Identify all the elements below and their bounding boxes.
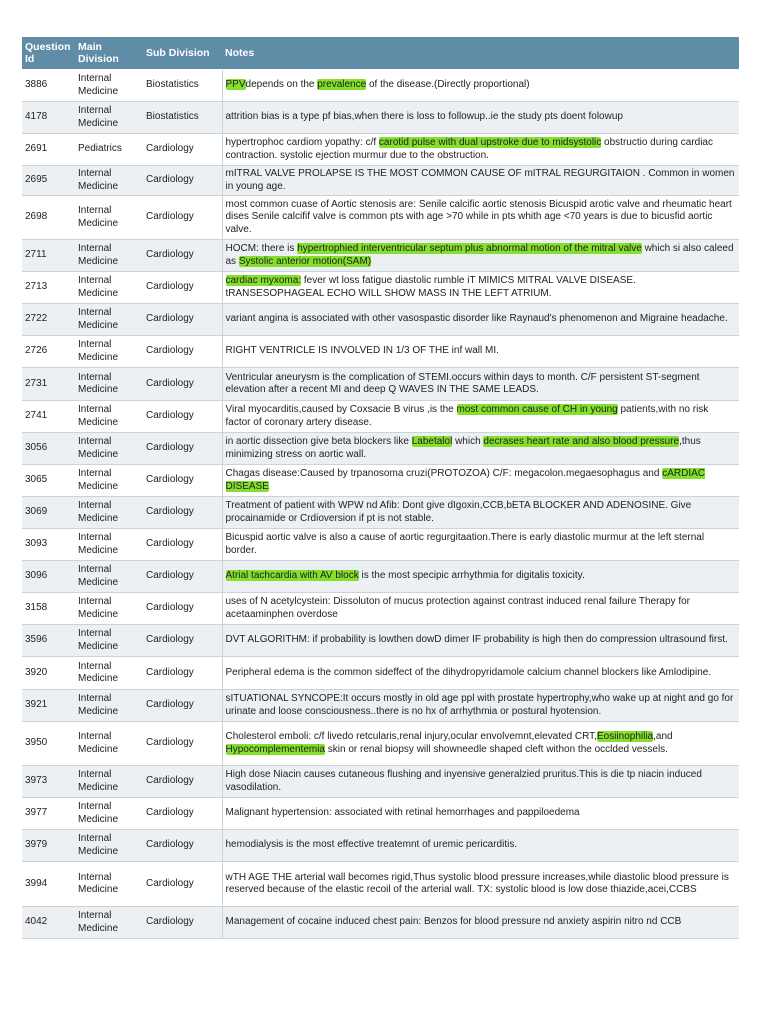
- table-row[interactable]: [22, 625, 739, 657]
- notes-cell: [222, 593, 739, 625]
- notes-table: [22, 37, 739, 939]
- main-division-cell: Internal Medicine: [75, 196, 143, 240]
- question-id-cell: 3886: [22, 70, 75, 102]
- note-text: attrition bias is a type pf bias,when there is loss to followup..ie the study pts doent folowup: [225, 111, 623, 123]
- note-text: skin or renal biopsy will showneedle shaped cleft withon the occlded vessels.: [325, 743, 668, 755]
- note-text: HOCM: there is: [225, 243, 298, 254]
- table-row[interactable]: [22, 907, 739, 939]
- header-notes[interactable]: Notes: [222, 37, 739, 70]
- highlighted-text: Hypocomplementemia: [225, 743, 325, 755]
- highlighted-text: hypertrophied interventricular septum plus abnormal motion of the mitral valve: [297, 243, 642, 254]
- table-row[interactable]: [22, 766, 739, 798]
- notes-cell: [222, 766, 739, 798]
- table-header: [22, 37, 739, 70]
- note-text: hemodialysis is the most effective treatemnt of uremic pericarditis.: [225, 839, 518, 851]
- main-division-cell: Internal Medicine: [75, 102, 143, 134]
- main-division-cell: Internal Medicine: [75, 830, 143, 862]
- question-id-cell: 3065: [22, 465, 75, 497]
- notes-cell: [222, 722, 739, 766]
- main-division-cell: Internal Medicine: [75, 166, 143, 196]
- note-text: patients,with no risk factor of coronary artery disease.: [225, 404, 709, 428]
- question-id-cell: 4042: [22, 907, 75, 939]
- header-row: [22, 37, 739, 70]
- highlighted-text: most common cause of CH in young: [456, 404, 618, 415]
- highlighted-text: decrases heart rate and also blood pressure: [483, 436, 680, 447]
- highlighted-text: cARDIAC DISEASE: [225, 468, 705, 492]
- main-division-cell: Internal Medicine: [75, 368, 143, 401]
- sub-division-cell: Cardiology: [143, 722, 222, 766]
- notes-cell: [222, 862, 739, 907]
- table-row[interactable]: [22, 240, 739, 272]
- sub-division-cell: Cardiology: [143, 657, 222, 690]
- question-id-cell: 2695: [22, 166, 75, 196]
- table-row[interactable]: [22, 433, 739, 465]
- question-id-cell: 3158: [22, 593, 75, 625]
- notes-cell: [222, 433, 739, 465]
- main-division-cell: Internal Medicine: [75, 465, 143, 497]
- question-id-cell: 2691: [22, 134, 75, 166]
- sub-division-cell: Cardiology: [143, 862, 222, 907]
- table-row[interactable]: [22, 70, 739, 102]
- note-text: High dose Niacin causes cutaneous flushing and inyensive generalzied pruritus.This is die tp niacin induced vasodilation.: [225, 769, 702, 793]
- sub-division-cell: Cardiology: [143, 830, 222, 862]
- notes-cell: [222, 304, 739, 336]
- notes-cell: [222, 830, 739, 862]
- main-division-cell: Pediatrics: [75, 134, 143, 166]
- note-text: Viral myocarditis,caused by Coxsacie B virus ,is the: [225, 404, 457, 415]
- main-division-cell: Internal Medicine: [75, 529, 143, 561]
- table-row[interactable]: [22, 593, 739, 625]
- notes-cell: [222, 798, 739, 830]
- question-id-cell: 3096: [22, 561, 75, 593]
- note-text: variant angina is associated with other vasospastic disorder like Raynaud's phenomenon and Migraine headache.: [225, 313, 728, 325]
- table-row[interactable]: [22, 690, 739, 722]
- main-division-cell: Internal Medicine: [75, 722, 143, 766]
- main-division-cell: Internal Medicine: [75, 862, 143, 907]
- note-text: Malignant hypertension: associated with retinal hemorrhages and pappiloedema: [225, 807, 580, 819]
- highlighted-text: Systolic anterior motion(SAM): [238, 255, 372, 267]
- highlighted-text: Eosiinophilia: [596, 731, 654, 742]
- main-division-cell: Internal Medicine: [75, 625, 143, 657]
- table-row[interactable]: [22, 336, 739, 368]
- note-text: which: [452, 436, 484, 447]
- table-row[interactable]: [22, 134, 739, 166]
- note-text: hypertrophoc cardiom yopathy: c/f: [225, 137, 379, 148]
- sub-division-cell: Cardiology: [143, 240, 222, 272]
- note-text: Ventricular aneurysm is the complication of STEMI.occurs within days to month. C/F persistent ST-segment elevation after a recent MI and deep Q WAVES IN THE SAME LEADS.: [225, 371, 700, 395]
- question-id-cell: 2741: [22, 401, 75, 433]
- sub-division-cell: Cardiology: [143, 465, 222, 497]
- table-row[interactable]: [22, 401, 739, 433]
- note-text: depends on the: [245, 79, 318, 91]
- header-sub-division[interactable]: Sub Division: [143, 37, 222, 70]
- note-text: sITUATIONAL SYNCOPE:It occurs mostly in old age ppl with prostate hypertrophy,who wake up at night and go for urinate and loose consciousness..there is no hx of arrhythmia or postural hyotension.: [225, 693, 734, 717]
- question-id-cell: 3093: [22, 529, 75, 561]
- sub-division-cell: Cardiology: [143, 336, 222, 368]
- notes-cell: [222, 134, 739, 166]
- question-id-cell: 2711: [22, 240, 75, 272]
- sub-division-cell: Cardiology: [143, 529, 222, 561]
- highlighted-text: cardiac myxoma:: [225, 275, 302, 286]
- question-id-cell: 2713: [22, 272, 75, 304]
- note-text: is the most specipic arrhythmia for digitalis toxicity.: [358, 570, 585, 582]
- sub-division-cell: Cardiology: [143, 907, 222, 939]
- question-id-cell: 2731: [22, 368, 75, 401]
- main-division-cell: Internal Medicine: [75, 690, 143, 722]
- main-division-cell: Internal Medicine: [75, 433, 143, 465]
- main-division-cell: Internal Medicine: [75, 766, 143, 798]
- highlighted-text: prevalence: [317, 79, 367, 91]
- notes-cell: [222, 196, 739, 240]
- main-division-cell: Internal Medicine: [75, 497, 143, 529]
- highlighted-text: Atrial tachcardia with AV block: [225, 570, 359, 582]
- note-text: in aortic dissection give beta blockers like: [225, 436, 412, 447]
- question-id-cell: 3973: [22, 766, 75, 798]
- main-division-cell: Internal Medicine: [75, 907, 143, 939]
- notes-cell: [222, 657, 739, 690]
- note-text: of the disease.(Directly proportional): [366, 79, 530, 91]
- note-text: ,and: [653, 731, 673, 742]
- question-id-cell: 3069: [22, 497, 75, 529]
- note-text: Treatment of patient with WPW nd Afib: Dont give dIgoxin,CCB,bETA BLOCKER AND ADENOSINE. Give procainamide or Crdioversion if pt is not stable.: [225, 500, 692, 524]
- sub-division-cell: Cardiology: [143, 166, 222, 196]
- sub-division-cell: Cardiology: [143, 304, 222, 336]
- note-text: RIGHT VENTRICLE IS INVOLVED IN 1/3 OF THE inf wall MI.: [225, 345, 499, 357]
- table-row[interactable]: [22, 102, 739, 134]
- table-row[interactable]: [22, 798, 739, 830]
- table-row[interactable]: [22, 304, 739, 336]
- question-id-cell: 2722: [22, 304, 75, 336]
- notes-cell: [222, 166, 739, 196]
- sub-division-cell: Cardiology: [143, 368, 222, 401]
- main-division-cell: Internal Medicine: [75, 336, 143, 368]
- table-row[interactable]: [22, 862, 739, 907]
- question-id-cell: 3950: [22, 722, 75, 766]
- notes-cell: [222, 401, 739, 433]
- note-text: Chagas disease:Caused by trpanosoma cruzi(PROTOZOA) C/F: megacolon.megaesophagus and: [225, 468, 663, 479]
- note-text: ,thus minimizing stress on aortic wall.: [225, 436, 701, 460]
- sub-division-cell: Cardiology: [143, 561, 222, 593]
- note-text: most common cuase of Aortic stenosis are: Senile calcific aortic stenosis Bicuspid arotic valve and rheumatic heart dises Senile calcifif valve is common pts with age >70 while in pts whith age <70 years is due to bicusfid aortic valve.: [225, 198, 732, 235]
- sub-division-cell: Cardiology: [143, 766, 222, 798]
- sub-division-cell: Biostatistics: [143, 102, 222, 134]
- question-id-cell: 3921: [22, 690, 75, 722]
- sub-division-cell: Cardiology: [143, 433, 222, 465]
- table-row[interactable]: [22, 196, 739, 240]
- notes-cell: [222, 368, 739, 401]
- sub-division-cell: Cardiology: [143, 134, 222, 166]
- main-division-cell: Internal Medicine: [75, 401, 143, 433]
- header-main-division[interactable]: Main Division: [75, 37, 143, 70]
- notes-cell: [222, 561, 739, 593]
- note-text: wTH AGE THE arterial wall becomes rigid,Thus systolic blood pressure increases,while diastolic blood pressure is reserved because of the elastic recoil of the arterial wall. TX: systolic blood is low dose thiazide,acei,CCBS: [225, 871, 729, 895]
- table-row[interactable]: [22, 497, 739, 529]
- table-row[interactable]: [22, 561, 739, 593]
- notes-cell: [222, 102, 739, 134]
- notes-cell: [222, 70, 739, 102]
- header-question-id[interactable]: Question Id: [22, 37, 75, 70]
- main-division-cell: Internal Medicine: [75, 70, 143, 102]
- note-text: Cholesterol emboli: c/f livedo retcularis,renal injury,ocular envolvemnt,elevated CRT,: [225, 731, 597, 742]
- notes-cell: [222, 240, 739, 272]
- note-text: Peripheral edema is the common sideffect of the dihydropyridamole calcium channel blockers like Amlodipine.: [225, 666, 712, 678]
- highlighted-text: Labetalol: [411, 436, 453, 447]
- highlighted-text: PPV: [225, 79, 246, 91]
- note-text: fever wt loss fatigue diastolic rumble iT MIMICS MITRAL VALVE DISEASE. tRANSESOPHAGEAL ECHO WILL SHOW MASS IN THE LEFT ATRIUM.: [225, 275, 636, 299]
- notes-cell: [222, 625, 739, 657]
- note-text: which si also caleed as: [225, 243, 734, 267]
- main-division-cell: Internal Medicine: [75, 657, 143, 690]
- table-row[interactable]: [22, 722, 739, 766]
- notes-cell: [222, 907, 739, 939]
- table-row[interactable]: [22, 529, 739, 561]
- question-id-cell: 3979: [22, 830, 75, 862]
- question-id-cell: 2698: [22, 196, 75, 240]
- notes-cell: [222, 465, 739, 497]
- question-id-cell: 3056: [22, 433, 75, 465]
- sub-division-cell: Cardiology: [143, 593, 222, 625]
- note-text: uses of N acetylcystein: Dissoluton of mucus protection against contrast induced renal failure Therapy for acetaaminphen overdose: [225, 596, 690, 620]
- notes-cell: [222, 529, 739, 561]
- table-row[interactable]: [22, 830, 739, 862]
- question-id-cell: 2726: [22, 336, 75, 368]
- table-row[interactable]: [22, 657, 739, 690]
- notes-cell: [222, 497, 739, 529]
- note-text: mITRAL VALVE PROLAPSE IS THE MOST COMMON CAUSE OF mITRAL REGURGITAION . Common in women in young age.: [225, 168, 735, 192]
- question-id-cell: 3920: [22, 657, 75, 690]
- sub-division-cell: Cardiology: [143, 625, 222, 657]
- sub-division-cell: Biostatistics: [143, 70, 222, 102]
- question-id-cell: 3977: [22, 798, 75, 830]
- question-id-cell: 4178: [22, 102, 75, 134]
- sub-division-cell: Cardiology: [143, 798, 222, 830]
- sub-division-cell: Cardiology: [143, 690, 222, 722]
- main-division-cell: Internal Medicine: [75, 272, 143, 304]
- question-id-cell: 3994: [22, 862, 75, 907]
- table-row[interactable]: [22, 272, 739, 304]
- table-body: [22, 70, 739, 939]
- question-id-cell: 3596: [22, 625, 75, 657]
- sub-division-cell: Cardiology: [143, 196, 222, 240]
- note-text: DVT ALGORITHM: if probability is lowthen dowD dimer IF probability is high then do compression ultrasound first.: [225, 634, 728, 646]
- table-row[interactable]: [22, 166, 739, 196]
- notes-cell: [222, 272, 739, 304]
- main-division-cell: Internal Medicine: [75, 798, 143, 830]
- main-division-cell: Internal Medicine: [75, 593, 143, 625]
- highlighted-text: carotid pulse with dual upstroke due to midsystolic: [378, 137, 602, 148]
- main-division-cell: Internal Medicine: [75, 561, 143, 593]
- note-text: obstructio during cardiac contraction. systolic ejection murmur due to the obstruction.: [225, 137, 713, 161]
- sub-division-cell: Cardiology: [143, 272, 222, 304]
- main-division-cell: Internal Medicine: [75, 304, 143, 336]
- note-text: Bicuspid aortic valve is also a cause of aortic regurgitaation.There is early diastolic murmur at the left sternal border.: [225, 532, 705, 556]
- sub-division-cell: Cardiology: [143, 401, 222, 433]
- table-row[interactable]: [22, 465, 739, 497]
- notes-cell: [222, 690, 739, 722]
- table-row[interactable]: [22, 368, 739, 401]
- notes-cell: [222, 336, 739, 368]
- main-division-cell: Internal Medicine: [75, 240, 143, 272]
- note-text: Management of cocaine induced chest pain: Benzos for blood pressure nd anxiety aspirin nitro nd CCB: [225, 916, 682, 928]
- sub-division-cell: Cardiology: [143, 497, 222, 529]
